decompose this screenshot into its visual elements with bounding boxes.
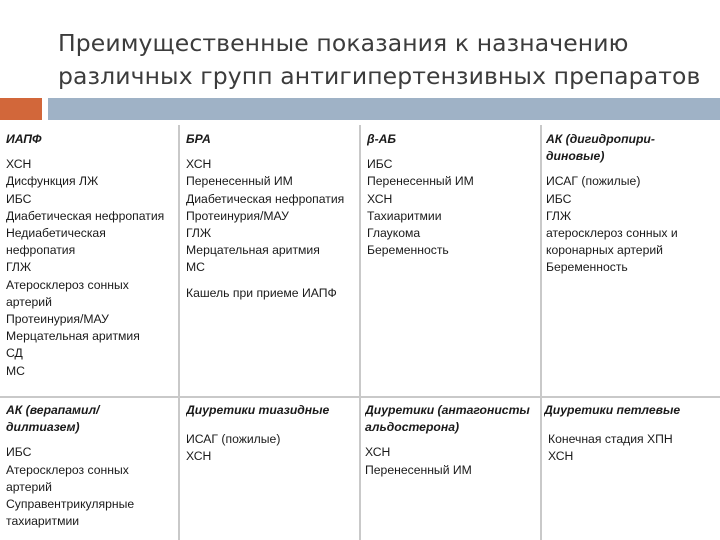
list-item: Дисфункция ЛЖ: [6, 174, 99, 189]
cell-header-line-1: Диуретики (антагонисты: [365, 403, 530, 417]
list-item-part: Атеросклероз: [6, 277, 85, 292]
list-item-part: Атеросклероз: [6, 462, 85, 477]
list-item: ИСАГ (пожилые): [546, 174, 641, 189]
list-item: ИБС: [6, 191, 32, 206]
list-item: нефропатия: [6, 243, 76, 258]
list-item: ХСН: [367, 191, 393, 206]
list-item: коронарных артерий: [546, 243, 663, 258]
cell-diuretics-loop: [544, 402, 718, 466]
list-item: ХСН: [365, 445, 391, 460]
list-item: Недиабетическая: [6, 226, 106, 241]
title-line-1: Преимущественные показания к назначению: [58, 29, 629, 57]
cell-header-line-1: АК (дигидропири-: [546, 132, 655, 146]
cell-diuretics-aldosterone: [365, 402, 543, 479]
list-item-part: атеросклероз: [546, 226, 623, 241]
list-item-part: сонных: [87, 277, 129, 292]
cell-header: β-АБ: [367, 132, 397, 146]
list-item-part: сонных: [87, 462, 129, 477]
list-item: ХСН: [186, 157, 212, 172]
list-item: Суправентрикулярные: [6, 497, 135, 512]
column-divider: [178, 125, 180, 540]
list-item: Конечная стадия ХПН: [548, 432, 673, 447]
list-item: Беременность: [546, 260, 628, 275]
list-item: Глаукома: [367, 226, 421, 241]
list-item: [546, 225, 718, 242]
list-item: ИБС: [367, 157, 393, 172]
slide-title: [58, 27, 708, 93]
list-item-part: и: [670, 226, 678, 241]
cell-header: Диуретики тиазидные: [186, 403, 330, 417]
accent-square: [0, 98, 42, 120]
cell-iapf: [6, 131, 176, 380]
cell-header-line-2: дилтиазем): [6, 420, 80, 435]
list-item: ИБС: [546, 191, 572, 206]
list-item: Мерцательная аритмия: [6, 329, 140, 344]
column-divider: [359, 125, 361, 540]
list-item: Протеинурия/МАУ: [6, 312, 109, 327]
cell-bra: [186, 131, 358, 302]
list-item: ГЛЖ: [186, 226, 212, 241]
row-divider: [0, 396, 720, 398]
cell-diuretics-thiazide: [186, 402, 358, 466]
cell-header-line-2: диновые): [546, 149, 605, 164]
list-item: [6, 277, 176, 294]
cell-beta-ab: [367, 131, 538, 259]
list-item: ХСН: [6, 157, 32, 172]
list-item: Диабетическая нефропатия: [186, 191, 345, 206]
cell-header-line-1: АК (верапамил/: [6, 403, 100, 417]
list-item: Перенесенный ИМ: [365, 462, 472, 477]
cell-header: БРА: [186, 132, 211, 146]
list-item: ХСН: [186, 449, 212, 464]
list-item: артерий: [6, 294, 52, 309]
list-item: Перенесенный ИМ: [367, 174, 474, 189]
list-item: Беременность: [367, 243, 449, 258]
cell-header: ИАПФ: [6, 132, 42, 146]
list-item: тахиаритмии: [6, 514, 80, 529]
list-item: ХСН: [548, 449, 574, 464]
list-item: артерий: [6, 479, 52, 494]
list-item: [6, 462, 176, 479]
list-item-part: сонных: [626, 226, 668, 241]
accent-rule: [48, 98, 720, 120]
list-item: Тахиаритмии: [367, 208, 442, 223]
title-line-2: различных групп антигипертензивных препаратов: [58, 62, 701, 90]
cell-header: Диуретики петлевые: [544, 403, 681, 417]
cell-ak-verapamil: [6, 402, 176, 530]
indications-table: [0, 125, 720, 540]
list-item: Кашель при приеме ИАПФ: [186, 285, 337, 300]
list-item: СД: [6, 346, 23, 361]
list-item: Протеинурия/МАУ: [186, 208, 289, 223]
list-item: Диабетическая нефропатия: [6, 208, 165, 223]
list-item: ГЛЖ: [546, 208, 572, 223]
list-item: ИБС: [6, 445, 32, 460]
cell-ak-dihydropyridine: [546, 131, 718, 277]
cell-header-line-2: альдостерона): [365, 420, 460, 435]
list-item: Мерцательная аритмия: [186, 243, 320, 258]
list-item: МС: [6, 363, 25, 378]
list-item: ИСАГ (пожилые): [186, 432, 281, 447]
list-item: ГЛЖ: [6, 260, 32, 275]
list-item: МС: [186, 260, 205, 275]
list-item: Перенесенный ИМ: [186, 174, 293, 189]
